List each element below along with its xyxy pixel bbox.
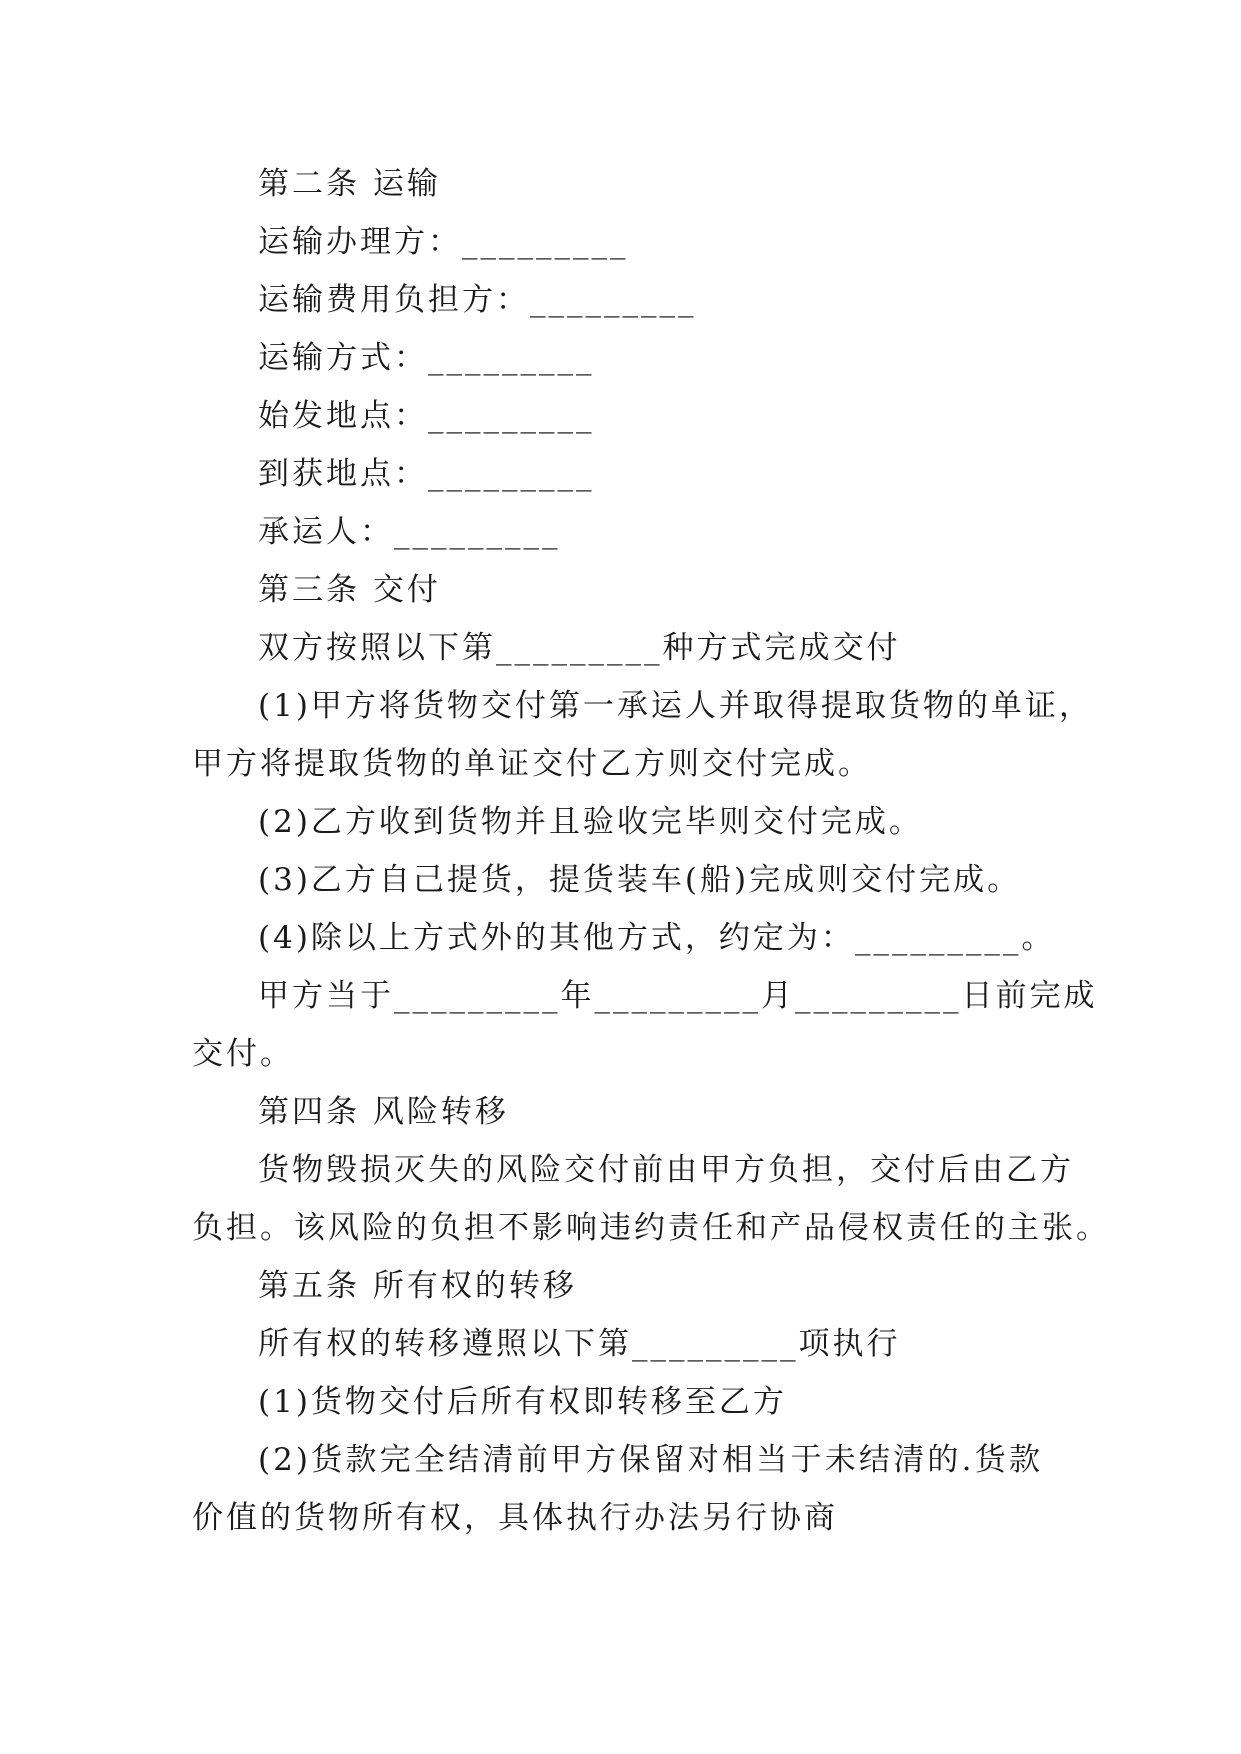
ownership-option-2-line-2: 价值的货物所有权，具体执行办法另行协商 bbox=[192, 1500, 838, 1536]
origin-location-field: 始发地点：_________ bbox=[258, 398, 595, 434]
delivery-intro: 双方按照以下第_________种方式完成交付 bbox=[258, 630, 901, 666]
ownership-option-1: (1)货物交付后所有权即转移至乙方 bbox=[258, 1384, 787, 1420]
ownership-option-2-line-1: (2)货款完全结清前甲方保留对相当于未结清的.货款 bbox=[258, 1442, 1043, 1478]
delivery-option-1-line-1: (1)甲方将货物交付第一承运人并取得提取货物的单证， bbox=[258, 688, 1093, 724]
risk-transfer-line-2: 负担。该风险的负担不影响违约责任和产品侵权责任的主张。 bbox=[192, 1210, 1110, 1246]
section-4-heading: 第四条 风险转移 bbox=[258, 1094, 509, 1130]
delivery-option-4: (4)除以上方式外的其他方式，约定为：_________。 bbox=[258, 920, 1056, 956]
section-2-heading: 第二条 运输 bbox=[258, 166, 441, 202]
section-5-heading: 第五条 所有权的转移 bbox=[258, 1268, 577, 1304]
delivery-option-3: (3)乙方自己提货，提货装车(船)完成则交付完成。 bbox=[258, 862, 1022, 898]
section-3-heading: 第三条 交付 bbox=[258, 572, 441, 608]
carrier-field: 承运人：_________ bbox=[258, 514, 561, 550]
delivery-option-2: (2)乙方收到货物并且验收完毕则交付完成。 bbox=[258, 804, 923, 840]
transport-method-field: 运输方式：_________ bbox=[258, 340, 595, 376]
transport-cost-bearer-field: 运输费用负担方：_________ bbox=[258, 282, 697, 318]
destination-location-field: 到获地点：_________ bbox=[258, 456, 595, 492]
delivery-deadline-line-1: 甲方当于_________年_________月_________日前完成 bbox=[258, 978, 1098, 1014]
delivery-option-1-line-2: 甲方将提取货物的单证交付乙方则交付完成。 bbox=[192, 746, 872, 782]
transport-handler-field: 运输办理方：_________ bbox=[258, 224, 629, 260]
ownership-intro: 所有权的转移遵照以下第_________项执行 bbox=[258, 1326, 901, 1362]
delivery-deadline-line-2: 交付。 bbox=[192, 1036, 294, 1072]
risk-transfer-line-1: 货物毁损灭失的风险交付前由甲方负担，交付后由乙方 bbox=[258, 1152, 1074, 1188]
